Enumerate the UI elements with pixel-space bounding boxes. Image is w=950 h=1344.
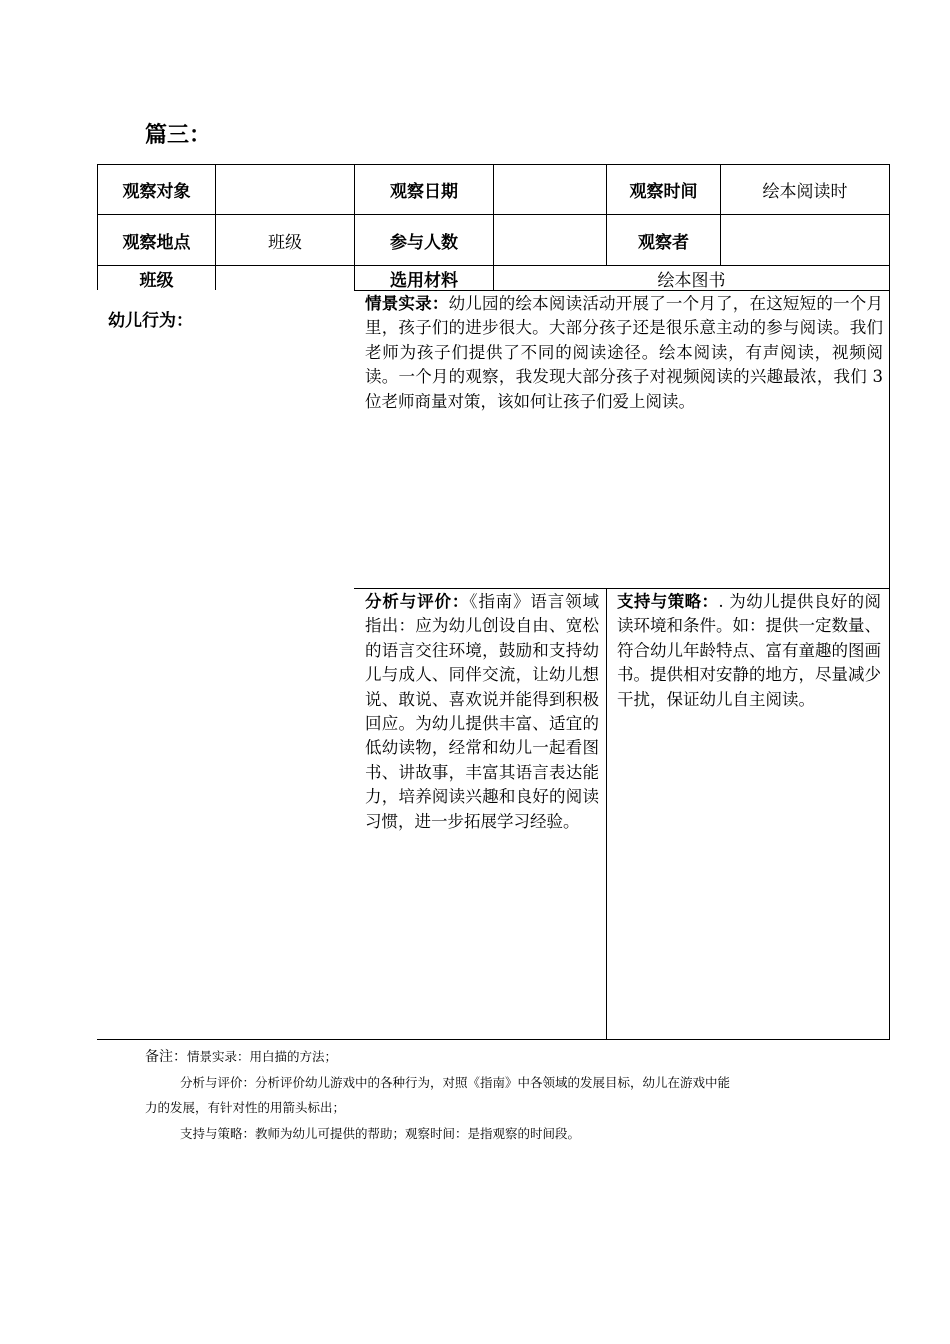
analysis-evaluation [365,590,599,834]
observer-value [721,215,889,265]
strategy-text: . 为幼儿提供良好的阅读环境和条件。如：提供一定数量、符合幼儿年龄特点、富有童趣的图画书。提供相对安静的地方，尽量减少干扰，保证幼儿自主阅读。 [617,592,881,709]
participants-value [494,215,606,265]
material-label: 选用材料 [390,270,458,291]
support-strategy [617,590,881,712]
observer-label: 观察者 [638,232,689,253]
strategy-label: 支持与策略： [617,592,719,611]
notes-line-2: 分析与评价：分析评价幼儿游戏中的各种行为，对照《指南》中各领域的发展目标，幼儿在游戏中能 [180,1075,731,1090]
subject-label: 观察对象 [122,182,191,202]
notes-text-1: 情景实录：用白描的方法； [187,1049,338,1064]
material-value: 绘本图书 [657,270,726,291]
scene-record-label: 情景实录： [365,294,449,313]
time-value: 绘本阅读时 [762,182,848,202]
analysis-label: 分析与评价： [365,592,470,611]
scene-record [365,292,883,414]
place-value: 班级 [268,232,302,253]
child-behavior-label: 幼儿行为： [108,311,193,331]
subject-value [216,165,354,214]
notes-line-1 [145,1046,337,1066]
analysis-text: 《指南》语言领域指出：应为幼儿创设自由、宽松的语言交往环境，鼓励和支持幼儿与成人、同伴交流，让幼儿想说、敢说、喜欢说并能得到积极回应。为幼儿提供丰富、适宜的低幼读物，经常和幼儿一起看图书、讲故事，丰富其语言表达能力，培养阅读兴趣和良好的阅读习惯，进一步拓展学习经验。 [365,592,600,831]
time-label: 观察时间 [629,182,698,202]
page-heading: 篇三： [145,123,212,148]
notes-line-3: 力的发展，有针对性的用箭头标出； [145,1100,346,1115]
table-row-divider [354,588,890,589]
table-border-bottom [97,1039,890,1040]
place-label: 观察地点 [122,232,191,253]
scene-record-text: 幼儿园的绘本阅读活动开展了一个月了，在这短短的一个月里，孩子们的进步很大。大部分孩子还是很乐意主动的参与阅读。我们老师为孩子们提供了不同的阅读途径。绘本阅读，有声阅读，视频阅读。一个月的观察，我发现大部分孩子对视频阅读的兴趣最浓，我们 3 位老师商量对策，该如何让孩子们爱上阅读。 [365,294,884,411]
class-value [216,266,354,290]
participants-label: 参与人数 [390,232,458,253]
notes-label: 备注： [145,1049,187,1065]
table-col-divider [606,588,607,1039]
class-label: 班级 [139,270,174,291]
date-value [494,165,606,214]
table-border-right [889,164,890,1039]
notes-line-4: 支持与策略：教师为幼儿可提供的帮助；观察时间：是指观察的时间段。 [180,1126,581,1141]
date-label: 观察日期 [390,182,458,202]
